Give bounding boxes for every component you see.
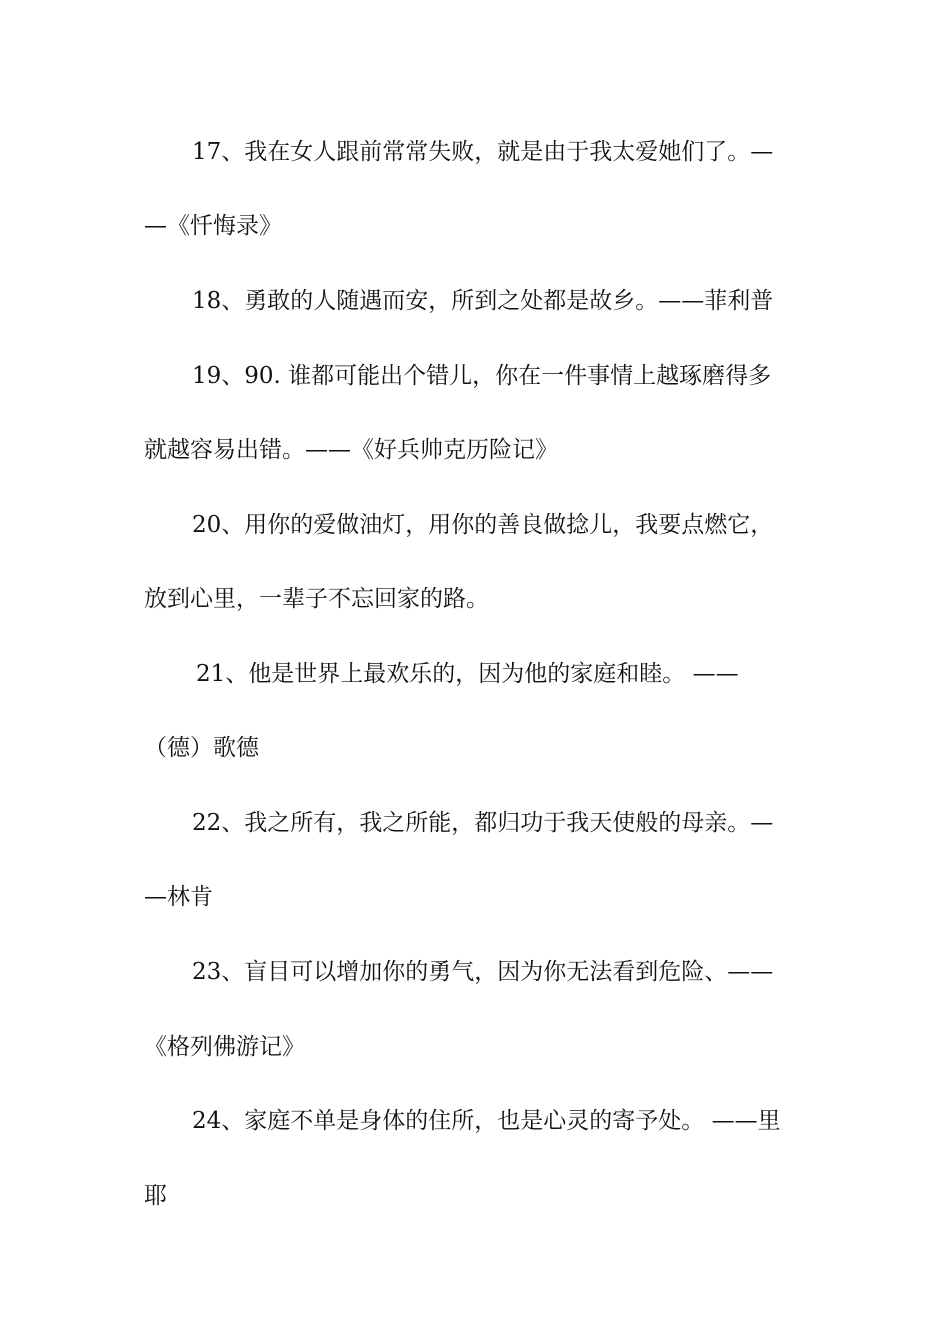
- text-line: 19、90. 谁都可能出个错儿，你在一件事情上越琢磨得多: [192, 363, 772, 389]
- text-line: —《忏悔录》: [144, 213, 282, 239]
- text-line: 23、盲目可以增加你的勇气，因为你无法看到危险、——: [192, 959, 774, 985]
- text-line: 22、我之所有，我之所能，都归功于我天使般的母亲。—: [192, 810, 774, 836]
- text-line: 17、我在女人跟前常常失败，就是由于我太爱她们了。—: [192, 139, 774, 165]
- text-line: 放到心里，一辈子不忘回家的路。: [144, 586, 489, 612]
- text-line: 就越容易出错。——《好兵帅克历险记》: [144, 437, 558, 463]
- text-line: 耶: [144, 1183, 167, 1209]
- text-line: —林肯: [144, 884, 213, 910]
- text-line: （德）歌德: [144, 735, 259, 761]
- text-line: 21、他是世界上最欢乐的，因为他的家庭和睦。 ——: [196, 661, 739, 687]
- text-line: 《格列佛游记》: [144, 1034, 305, 1060]
- text-line: 18、勇敢的人随遇而安，所到之处都是故乡。——菲利普: [192, 288, 774, 314]
- text-line: 24、家庭不单是身体的住所，也是心灵的寄予处。 ——里: [192, 1108, 781, 1134]
- text-line: 20、用你的爱做油灯，用你的善良做捻儿，我要点燃它，: [192, 512, 774, 538]
